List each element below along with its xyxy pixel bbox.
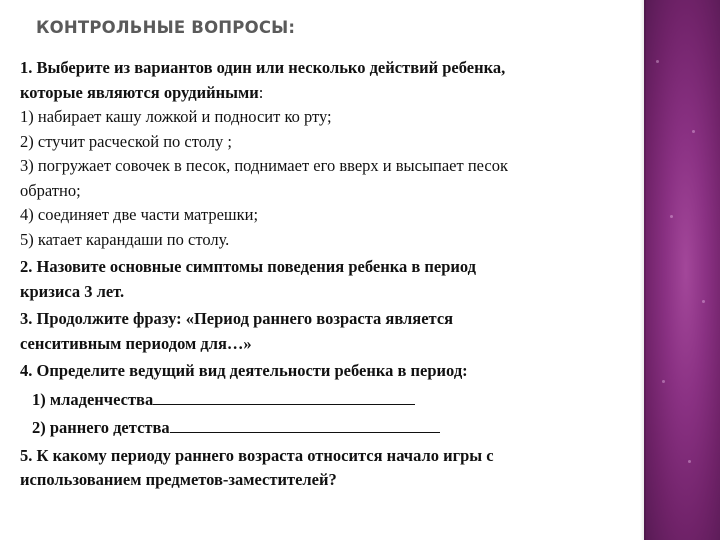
question-1-option-3: 3) погружает совочек в песок, поднимает его вверх и высыпает песок xyxy=(20,156,508,175)
question-4-sub-2-label: 2) раннего детства xyxy=(32,418,170,437)
question-5-line-2: использованием предметов-заместителей? xyxy=(20,470,337,489)
question-2 xyxy=(20,255,638,304)
sparkle-dot xyxy=(688,460,691,463)
question-4 xyxy=(20,359,638,441)
question-1-option-3-continued: обратно; xyxy=(20,180,81,200)
question-2-line-2: кризиса 3 лет. xyxy=(20,281,125,301)
decorative-side-band xyxy=(644,0,720,540)
question-3 xyxy=(20,307,638,356)
sparkle-dot xyxy=(692,130,695,133)
question-3-line-1: 3. Продолжите фразу: «Период раннего возраста является xyxy=(20,309,454,328)
question-4-line-1: 4. Определите ведущий вид деятельности ребенка в период: xyxy=(20,361,468,380)
question-1-colon: : xyxy=(258,82,264,102)
question-1-line-2 xyxy=(20,81,638,106)
band-edge-shadow xyxy=(640,0,646,540)
question-1-option-4: 4) соединяет две части матрешки; xyxy=(20,205,259,224)
answer-blank-1 xyxy=(153,389,415,405)
question-4-sub-1 xyxy=(20,388,638,413)
question-3-line-2: сенситивным периодом для…» xyxy=(20,333,252,353)
question-5 xyxy=(20,444,638,493)
sparkle-dot xyxy=(662,380,665,383)
question-5-line-1: 5. К какому периоду раннего возраста относится начало игры с xyxy=(20,445,494,465)
question-1-line-2-text: которые являются орудийными xyxy=(20,82,259,102)
question-1 xyxy=(20,56,638,252)
question-1-option-5: 5) катает карандаши по столу. xyxy=(20,229,230,249)
answer-blank-2 xyxy=(170,417,440,433)
question-1-option-2: 2) стучит расческой по столу ; xyxy=(20,131,232,151)
questions-block xyxy=(20,56,638,493)
sparkle-dot xyxy=(702,300,705,303)
question-4-sub-1-label: 1) младенчества xyxy=(32,389,154,409)
question-4-sub-2 xyxy=(20,416,638,441)
question-1-option-1: 1) набирает кашу ложкой и подносит ко рту; xyxy=(20,107,332,126)
slide-heading: КОНТРОЛЬНЫЕ ВОПРОСЫ: xyxy=(36,18,296,37)
question-1-line-1: 1. Выберите из вариантов один или несколько действий ребенка, xyxy=(20,58,506,77)
sparkle-dot xyxy=(656,60,659,63)
question-2-line-1: 2. Назовите основные симптомы поведения ребенка в период xyxy=(20,257,477,276)
sparkle-dot xyxy=(670,215,673,218)
